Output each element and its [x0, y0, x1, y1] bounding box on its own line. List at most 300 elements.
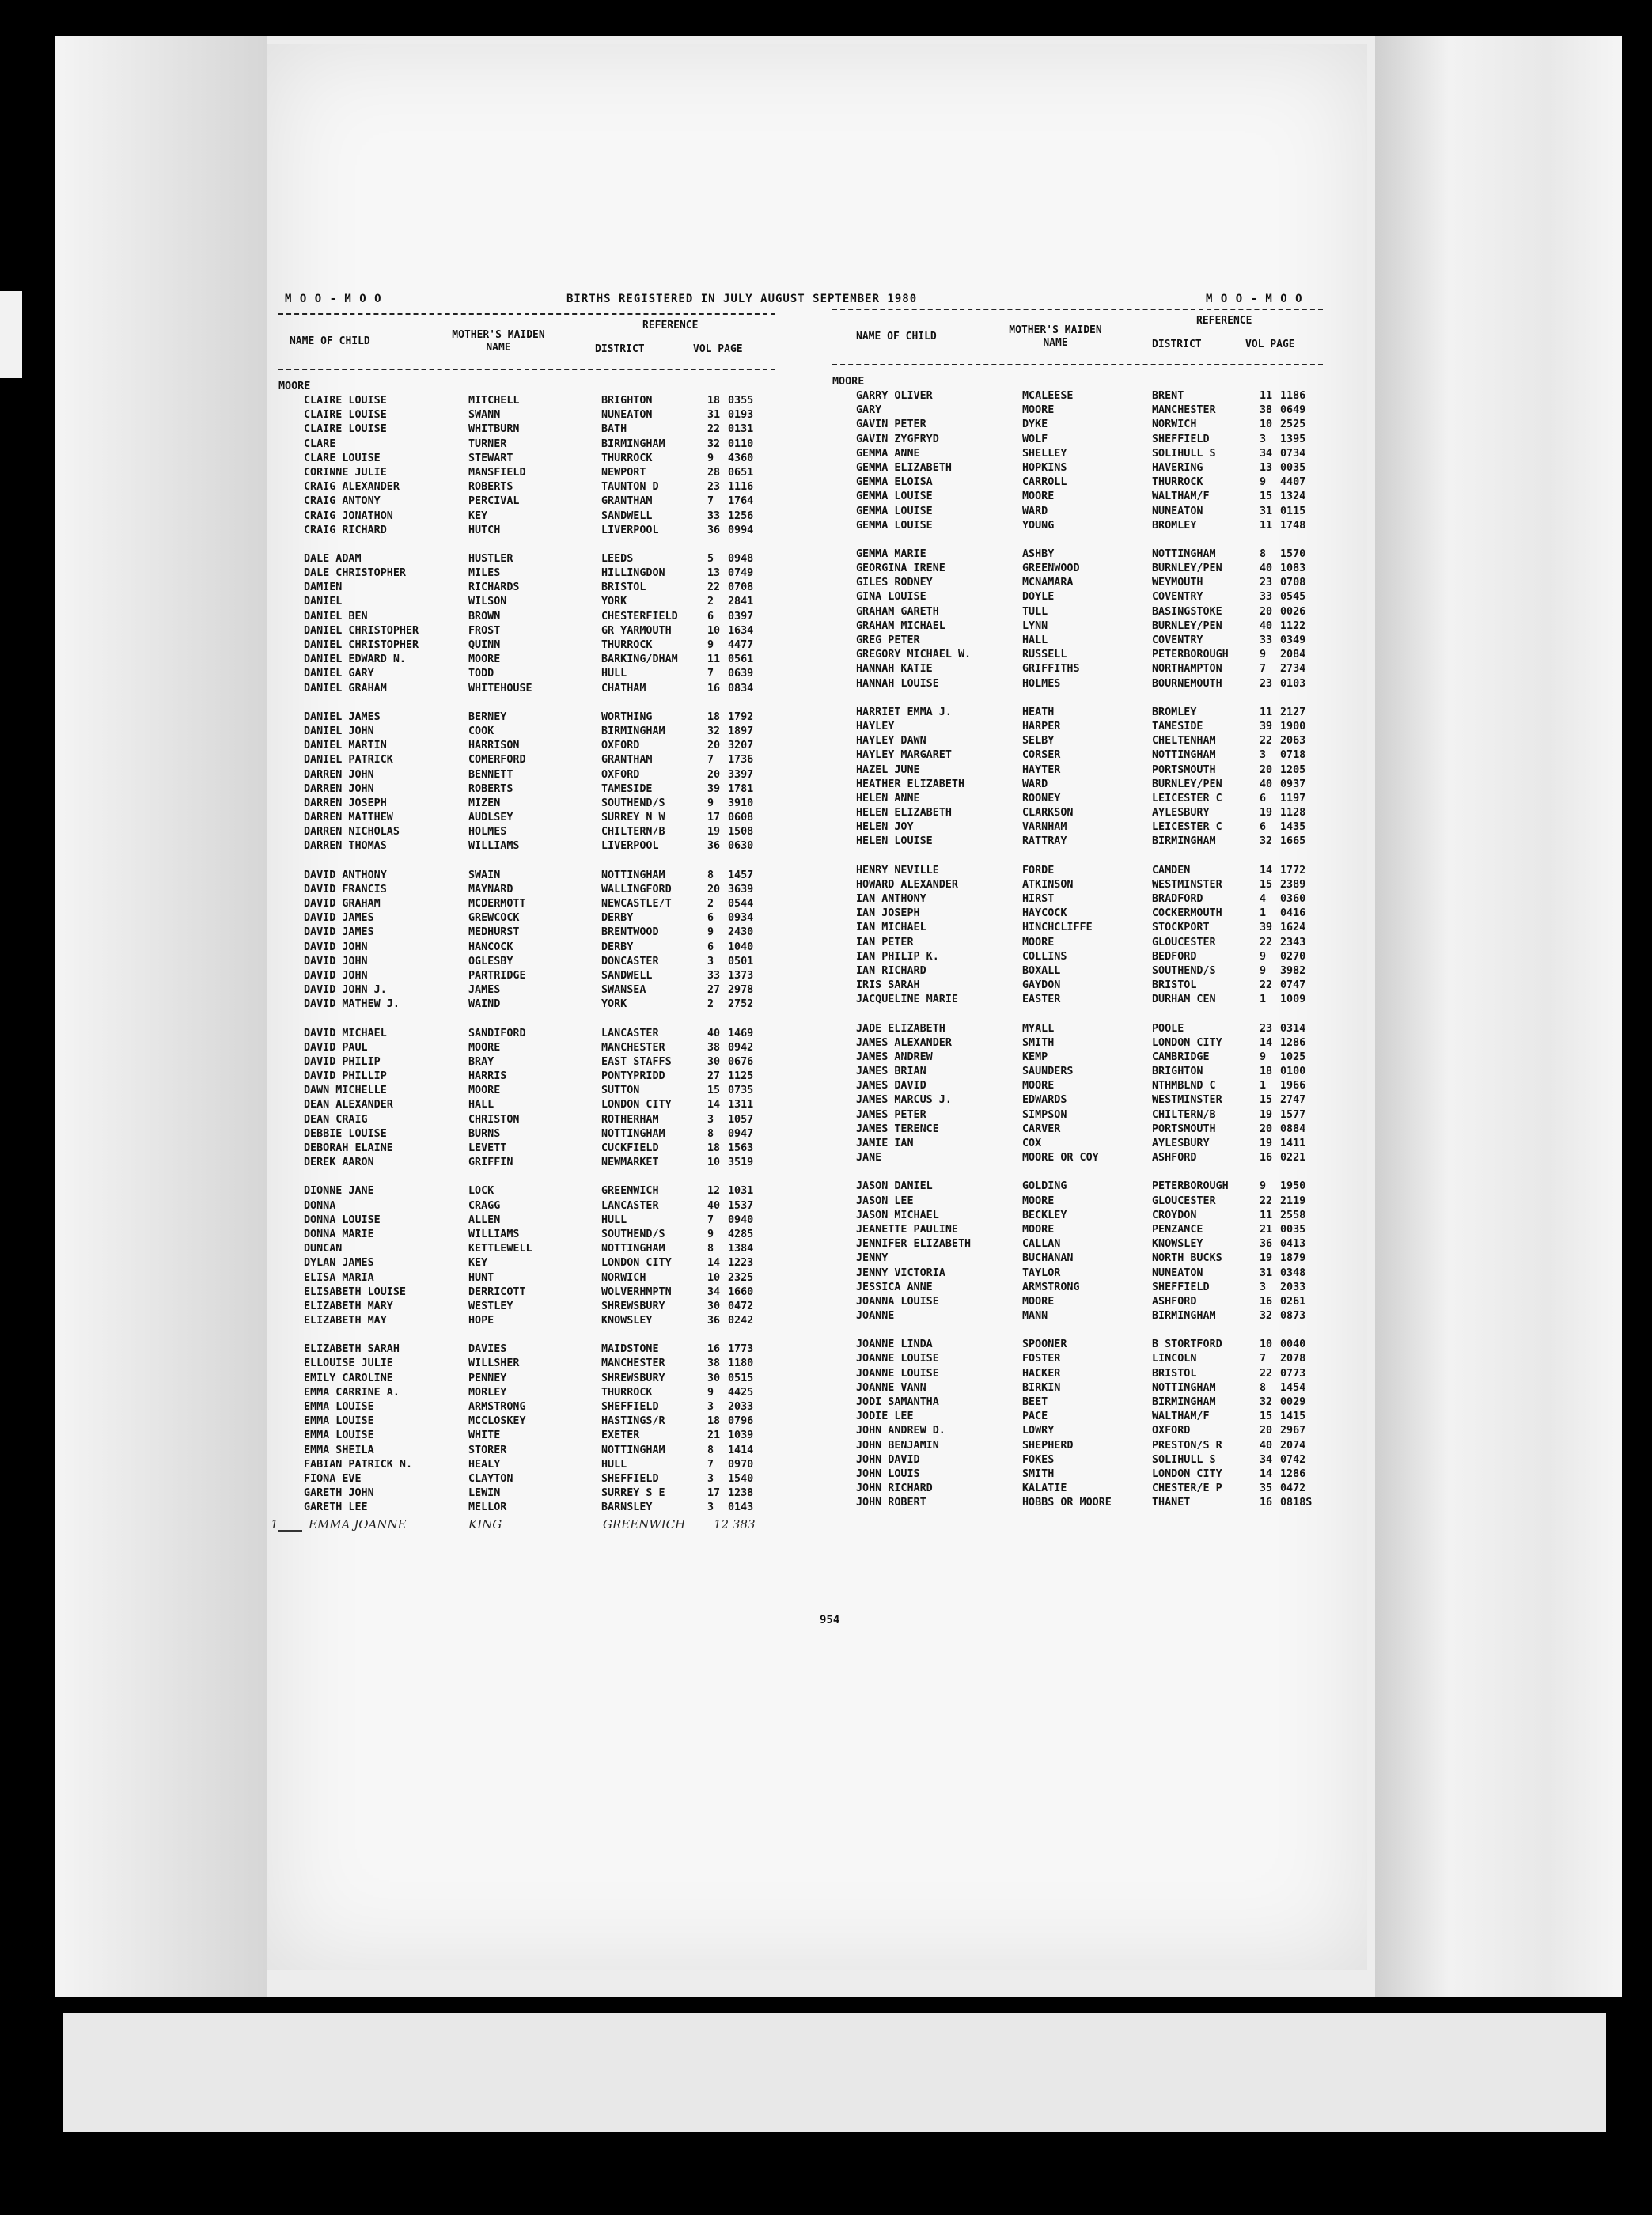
- column-headings-left: [278, 315, 777, 372]
- child-name: JODIE LEE: [856, 1410, 914, 1423]
- entry-row: [832, 763, 1323, 778]
- page: 1009: [1280, 994, 1306, 1006]
- volume: 22: [707, 581, 721, 594]
- volume: 20: [1260, 1425, 1273, 1437]
- heading-district: DISTRICT: [1152, 339, 1202, 350]
- page: 3639: [728, 883, 754, 895]
- entry-row: [832, 1482, 1323, 1496]
- heading-district: DISTRICT: [595, 343, 645, 355]
- mother-maiden-name: BERNEY: [468, 710, 507, 723]
- child-name: JANE: [856, 1152, 882, 1164]
- heading-reference: REFERENCE: [642, 320, 699, 331]
- page: 0413: [1280, 1238, 1306, 1251]
- district: THURROCK: [601, 452, 653, 464]
- page: 1570: [1280, 547, 1306, 560]
- mother-maiden-name: HACKER: [1022, 1367, 1061, 1380]
- child-name: DANIEL GARY: [304, 668, 374, 680]
- page-title: BIRTHS REGISTERED IN JULY AUGUST SEPTEMBER 1980: [566, 293, 918, 305]
- entry-row: [278, 839, 777, 854]
- page: 0472: [728, 1300, 754, 1312]
- entry-row: [832, 1093, 1323, 1108]
- volume: 8: [1260, 547, 1267, 560]
- mother-maiden-name: WHITE: [468, 1429, 501, 1442]
- mother-maiden-name: MCDERMOTT: [468, 898, 526, 910]
- heading-name-of-child: NAME OF CHILD: [290, 335, 370, 347]
- district: MANCHESTER: [601, 1357, 665, 1370]
- volume: 14: [707, 1099, 721, 1111]
- child-name: ELISA MARIA: [304, 1271, 374, 1284]
- mother-maiden-name: MILES: [468, 567, 501, 580]
- page: 1772: [1280, 864, 1306, 877]
- mother-maiden-name: MOORE: [468, 1041, 501, 1054]
- entry-row: [278, 1271, 777, 1285]
- mother-maiden-name: SMITH: [1022, 1467, 1055, 1480]
- mother-maiden-name: HANCOCK: [468, 941, 513, 953]
- district: BROMLEY: [1152, 519, 1197, 532]
- page: 0937: [1280, 778, 1306, 790]
- volume: 40: [1260, 1439, 1273, 1452]
- district: SHEFFIELD: [601, 1401, 659, 1413]
- child-name: JENNY: [856, 1252, 889, 1265]
- volume: 19: [1260, 1138, 1273, 1149]
- district: LEEDS: [601, 552, 634, 565]
- mother-maiden-name: MOORE: [1022, 490, 1055, 503]
- mother-maiden-name: WAIND: [468, 998, 501, 1011]
- page: 3519: [728, 1157, 754, 1169]
- entry-row: [278, 437, 777, 452]
- district: CHELTENHAM: [1152, 735, 1216, 748]
- page: 0940: [728, 1214, 754, 1226]
- child-name: DAVID FRANCIS: [304, 883, 387, 895]
- mother-maiden-name: BOXALL: [1022, 964, 1061, 977]
- page: 1457: [728, 869, 754, 881]
- mother-maiden-name: HOPE: [468, 1315, 494, 1327]
- surname-heading: MOORE: [832, 376, 865, 388]
- child-name: HAZEL JUNE: [856, 763, 920, 776]
- child-name: FIONA EVE: [304, 1472, 362, 1485]
- mother-maiden-name: HUSTLER: [468, 552, 513, 565]
- mother-maiden-name: SPOONER: [1022, 1338, 1067, 1351]
- child-name: FABIAN PATRICK N.: [304, 1458, 413, 1471]
- page: 1256: [728, 509, 754, 522]
- child-name: EMMA LOUISE: [304, 1415, 374, 1428]
- child-name: GEMMA LOUISE: [856, 505, 933, 517]
- mother-maiden-name: BURNS: [468, 1127, 501, 1140]
- district: BIRMINGHAM: [1152, 835, 1216, 848]
- page: 2119: [1280, 1195, 1306, 1207]
- child-name: CORINNE JULIE: [304, 466, 387, 479]
- child-name: CLAIRE LOUISE: [304, 423, 387, 436]
- district: SOUTHEND/S: [601, 1228, 665, 1240]
- district: CROYDON: [1152, 1209, 1197, 1221]
- volume: 40: [1260, 778, 1273, 790]
- entry-row: [832, 1108, 1323, 1123]
- child-name: CLAIRE LOUISE: [304, 395, 387, 407]
- volume: 15: [1260, 490, 1273, 503]
- child-name: GEMMA ELOISA: [856, 476, 933, 489]
- entry-row: [278, 1414, 777, 1429]
- volume: 9: [1260, 649, 1267, 661]
- page: 2978: [728, 984, 754, 997]
- district: HULL: [601, 668, 627, 680]
- volume: 35: [1260, 1482, 1273, 1495]
- entry-row: [278, 552, 777, 566]
- child-name: ELLOUISE JULIE: [304, 1357, 393, 1370]
- mother-maiden-name: MOORE: [1022, 1080, 1055, 1092]
- district: GRANTHAM: [601, 495, 653, 508]
- heading-mother-maiden-name: MOTHER'S MAIDEN NAME: [1009, 324, 1102, 349]
- page: 1950: [1280, 1180, 1306, 1193]
- page: 0193: [728, 409, 754, 422]
- volume: 40: [1260, 562, 1273, 575]
- entry-row: [832, 1223, 1323, 1237]
- district: SOUTHEND/S: [1152, 964, 1216, 977]
- volume: 10: [707, 624, 721, 637]
- district: STOCKPORT: [1152, 922, 1210, 934]
- district: LEICESTER C: [1152, 792, 1222, 805]
- child-name: DAWN MICHELLE: [304, 1085, 387, 1097]
- volume: 8: [707, 1127, 714, 1140]
- page: 3910: [728, 797, 754, 809]
- page: 0942: [728, 1041, 754, 1054]
- volume: 20: [1260, 605, 1273, 618]
- child-name: IAN MICHAEL: [856, 922, 926, 934]
- child-name: JOHN ROBERT: [856, 1497, 926, 1509]
- entry-row: [832, 475, 1323, 490]
- mother-maiden-name: HALL: [1022, 634, 1048, 646]
- volume: 14: [1260, 1467, 1273, 1480]
- entry-row: [278, 1041, 777, 1055]
- mother-maiden-name: WARD: [1022, 505, 1048, 517]
- entry-row: [278, 811, 777, 825]
- district: PONTYPRIDD: [601, 1070, 665, 1083]
- volume: 32: [1260, 835, 1273, 848]
- mother-maiden-name: MELLOR: [468, 1501, 507, 1514]
- child-name: GEMMA MARIE: [856, 547, 926, 560]
- volume: 22: [1260, 979, 1273, 992]
- page: 0515: [728, 1372, 754, 1384]
- entry-row: [832, 1195, 1323, 1209]
- page: 0261: [1280, 1295, 1306, 1308]
- mother-maiden-name: LOCK: [468, 1185, 494, 1198]
- mother-maiden-name: HINCHCLIFFE: [1022, 922, 1093, 934]
- volume: 11: [1260, 706, 1273, 718]
- district: SANDWELL: [601, 509, 653, 522]
- page: 3397: [728, 768, 754, 781]
- volume: 12: [707, 1185, 721, 1198]
- volume: 6: [707, 912, 714, 925]
- district: THURROCK: [601, 639, 653, 651]
- district: WOLVERHMPTN: [601, 1285, 672, 1298]
- district: NORWICH: [601, 1271, 646, 1284]
- district: LONDON CITY: [601, 1257, 672, 1270]
- district: TAMESIDE: [601, 782, 653, 795]
- child-name: DAVID JAMES: [304, 926, 374, 939]
- entry-row: [278, 1472, 777, 1486]
- child-name: GEMMA ANNE: [856, 447, 920, 460]
- district: NOTTINGHAM: [601, 1444, 665, 1456]
- page: 1773: [728, 1343, 754, 1356]
- district: SOUTHEND/S: [601, 797, 665, 809]
- page: 0676: [728, 1055, 754, 1068]
- district: BIRMINGHAM: [601, 437, 665, 450]
- volume: 23: [1260, 577, 1273, 589]
- district: CHESTERFIELD: [601, 610, 678, 623]
- mother-maiden-name: GAYDON: [1022, 979, 1061, 992]
- child-name: JOANNE LOUISE: [856, 1353, 939, 1365]
- child-name: JOANNE LINDA: [856, 1338, 933, 1351]
- page: 1311: [728, 1099, 754, 1111]
- child-name: EMILY CAROLINE: [304, 1372, 393, 1384]
- page: 1324: [1280, 490, 1306, 503]
- mother-maiden-name: KALATIE: [1022, 1482, 1067, 1495]
- child-name: DANIEL CHRISTOPHER: [304, 624, 419, 637]
- mother-maiden-name: MORLEY: [468, 1386, 507, 1399]
- child-name: HOWARD ALEXANDER: [856, 878, 958, 891]
- entry-row: [832, 576, 1323, 590]
- child-name: DAVID MICHAEL: [304, 1027, 387, 1039]
- page: 0026: [1280, 605, 1306, 618]
- district: PORTSMOUTH: [1152, 1123, 1216, 1135]
- page: 0110: [728, 437, 754, 450]
- child-name: GRAHAM GARETH: [856, 605, 939, 618]
- heading-reference: REFERENCE: [1196, 315, 1252, 327]
- district: SOLIHULL S: [1152, 1453, 1216, 1466]
- entry-row: [832, 1295, 1323, 1309]
- page: 2430: [728, 926, 754, 939]
- district: MANCHESTER: [601, 1041, 665, 1054]
- district: NEWMARKET: [601, 1157, 659, 1169]
- child-name: CLARE LOUISE: [304, 452, 381, 464]
- page: 1624: [1280, 922, 1306, 934]
- page: 1879: [1280, 1252, 1306, 1265]
- entry-row: [278, 1055, 777, 1070]
- mother-maiden-name: WHITEHOUSE: [468, 682, 532, 695]
- entry-row: [278, 1156, 777, 1170]
- volume: 39: [1260, 720, 1273, 733]
- entry-row: [832, 820, 1323, 835]
- district: CHESTER/E P: [1152, 1482, 1222, 1495]
- handwritten-vol-page: 12 383: [714, 1517, 756, 1532]
- volume: 2: [707, 898, 714, 910]
- child-name: JENNY VICTORIA: [856, 1267, 945, 1279]
- district: NUNEATON: [1152, 1267, 1203, 1279]
- child-name: JENNIFER ELIZABETH: [856, 1238, 972, 1251]
- child-name: DARREN MATTHEW: [304, 812, 393, 824]
- volume: 7: [707, 1214, 714, 1226]
- page: 2967: [1280, 1425, 1306, 1437]
- volume: 21: [707, 1429, 721, 1442]
- scan-right-margin: [1375, 36, 1622, 1997]
- mother-maiden-name: WESTLEY: [468, 1300, 513, 1312]
- volume: 23: [1260, 1022, 1273, 1035]
- page: 0970: [728, 1458, 754, 1471]
- district: COVENTRY: [1152, 634, 1203, 646]
- mother-maiden-name: RICHARDS: [468, 581, 520, 594]
- volume: 40: [707, 1027, 721, 1039]
- entry-row: [278, 1070, 777, 1084]
- child-name: JASON DANIEL: [856, 1180, 933, 1193]
- mother-maiden-name: FOSTER: [1022, 1353, 1061, 1365]
- entry-row: [278, 1184, 777, 1198]
- child-name: DAVID JOHN: [304, 955, 368, 967]
- district: LINCOLN: [1152, 1353, 1197, 1365]
- mother-maiden-name: CALLAN: [1022, 1238, 1061, 1251]
- district: SUTTON: [601, 1085, 640, 1097]
- volume: 27: [707, 984, 721, 997]
- entry-row: [832, 677, 1323, 691]
- district: PETERBOROUGH: [1152, 1180, 1229, 1193]
- child-name: JEANETTE PAULINE: [856, 1223, 958, 1236]
- mother-maiden-name: MOORE: [1022, 404, 1055, 417]
- volume: 3: [1260, 749, 1267, 762]
- district: BARKING/DHAM: [601, 653, 678, 666]
- child-name: CLAIRE LOUISE: [304, 409, 387, 422]
- entry-row: [832, 1137, 1323, 1151]
- child-name: EMMA SHEILA: [304, 1444, 374, 1456]
- page: 0994: [728, 524, 754, 536]
- volume: 28: [707, 466, 721, 479]
- entry-row: [278, 1458, 777, 1472]
- child-name: JAMES ANDREW: [856, 1051, 933, 1063]
- volume: 9: [707, 797, 714, 809]
- page: 1384: [728, 1243, 754, 1255]
- volume: 20: [1260, 1123, 1273, 1135]
- child-name: IAN PHILIP K.: [856, 950, 939, 963]
- district: HASTINGS/R: [601, 1415, 665, 1428]
- district: BATH: [601, 423, 627, 436]
- mother-maiden-name: STORER: [468, 1444, 507, 1456]
- mother-maiden-name: LEWIN: [468, 1487, 501, 1500]
- volume: 3: [1260, 1281, 1267, 1293]
- child-name: ELIZABETH MAY: [304, 1315, 387, 1327]
- page: 0360: [1280, 893, 1306, 905]
- page: 2033: [728, 1401, 754, 1413]
- entry-row: [832, 605, 1323, 619]
- heading-mother-maiden-name: MOTHER'S MAIDEN NAME: [452, 329, 545, 354]
- page: 0947: [728, 1127, 754, 1140]
- child-name: DANIEL EDWARD N.: [304, 653, 406, 666]
- mother-maiden-name: ROBERTS: [468, 481, 513, 494]
- page: 1781: [728, 782, 754, 795]
- volume: 39: [707, 782, 721, 795]
- district: BROMLEY: [1152, 706, 1197, 718]
- mother-maiden-name: MIZEN: [468, 797, 501, 809]
- entry-row: [832, 748, 1323, 763]
- volume: 20: [1260, 763, 1273, 776]
- district: BRADFORD: [1152, 893, 1203, 905]
- mother-maiden-name: MAYNARD: [468, 883, 513, 895]
- child-name: JASON MICHAEL: [856, 1209, 939, 1221]
- entry-row: [278, 768, 777, 782]
- entry-row: [278, 911, 777, 926]
- child-name: IAN JOSEPH: [856, 907, 920, 920]
- mother-maiden-name: KEMP: [1022, 1051, 1048, 1063]
- page: 0355: [728, 395, 754, 407]
- district: LANCASTER: [601, 1199, 659, 1212]
- page: 0349: [1280, 634, 1306, 646]
- mother-maiden-name: MANSFIELD: [468, 466, 526, 479]
- child-name: DAVID ANTHONY: [304, 869, 387, 881]
- volume: 11: [707, 653, 721, 666]
- page: 2078: [1280, 1353, 1306, 1365]
- mother-maiden-name: JAMES: [468, 984, 501, 997]
- volume: 32: [707, 725, 721, 737]
- page: 1577: [1280, 1108, 1306, 1121]
- child-name: HELEN LOUISE: [856, 835, 933, 848]
- volume: 15: [1260, 1410, 1273, 1423]
- child-name: JAMES DAVID: [856, 1080, 926, 1092]
- entry-row: [832, 993, 1323, 1007]
- child-name: DARREN JOHN: [304, 782, 374, 795]
- child-name: JAMES PETER: [856, 1108, 926, 1121]
- entry-row: [278, 1228, 777, 1242]
- entry-row: [832, 634, 1323, 648]
- child-name: CLARE: [304, 437, 336, 450]
- page: 0544: [728, 898, 754, 910]
- page: 1966: [1280, 1080, 1306, 1092]
- page: 0747: [1280, 979, 1306, 992]
- page: 2325: [728, 1271, 754, 1284]
- district: NOTTINGHAM: [1152, 749, 1216, 762]
- entry-row: [832, 433, 1323, 447]
- mother-maiden-name: HUNT: [468, 1271, 494, 1284]
- child-name: GREGORY MICHAEL W.: [856, 649, 972, 661]
- entry-row: [278, 466, 777, 480]
- district: BRISTOL: [1152, 979, 1197, 992]
- page: 0100: [1280, 1066, 1306, 1078]
- mother-maiden-name: FOKES: [1022, 1453, 1055, 1466]
- district: KNOWSLEY: [601, 1315, 653, 1327]
- mother-maiden-name: EASTER: [1022, 994, 1061, 1006]
- child-name: GARRY OLIVER: [856, 390, 933, 402]
- entry-row: [832, 1065, 1323, 1079]
- child-name: JOANNE: [856, 1310, 895, 1323]
- district: TAUNTON D: [601, 481, 659, 494]
- volume: 6: [707, 941, 714, 953]
- volume: 23: [707, 481, 721, 494]
- child-name: GEMMA LOUISE: [856, 490, 933, 503]
- entry-row: [278, 710, 777, 725]
- volume: 3: [707, 1113, 714, 1126]
- district: COCKERMOUTH: [1152, 907, 1222, 920]
- volume: 32: [1260, 1310, 1273, 1323]
- mother-maiden-name: BENNETT: [468, 768, 513, 781]
- page: 1083: [1280, 562, 1306, 575]
- volume: 10: [707, 1157, 721, 1169]
- district: HULL: [601, 1214, 627, 1226]
- volume: 33: [1260, 591, 1273, 604]
- entry-row: [832, 1439, 1323, 1453]
- page: 0501: [728, 955, 754, 967]
- district: SHEFFIELD: [601, 1472, 659, 1485]
- page: 2558: [1280, 1209, 1306, 1221]
- district: OXFORD: [601, 740, 640, 752]
- page: 0270: [1280, 950, 1306, 963]
- mother-maiden-name: WILLIAMS: [468, 1228, 520, 1240]
- volume: 19: [1260, 1108, 1273, 1121]
- district: YORK: [601, 596, 627, 608]
- child-name: GREG PETER: [856, 634, 920, 646]
- entry-row: [832, 835, 1323, 849]
- entry-row: [832, 590, 1323, 604]
- page: 0834: [728, 682, 754, 695]
- volume: 30: [707, 1372, 721, 1384]
- page: 0639: [728, 668, 754, 680]
- child-name: JACQUELINE MARIE: [856, 994, 958, 1006]
- entries-right: [832, 375, 1323, 1511]
- district: BRISTOL: [601, 581, 646, 594]
